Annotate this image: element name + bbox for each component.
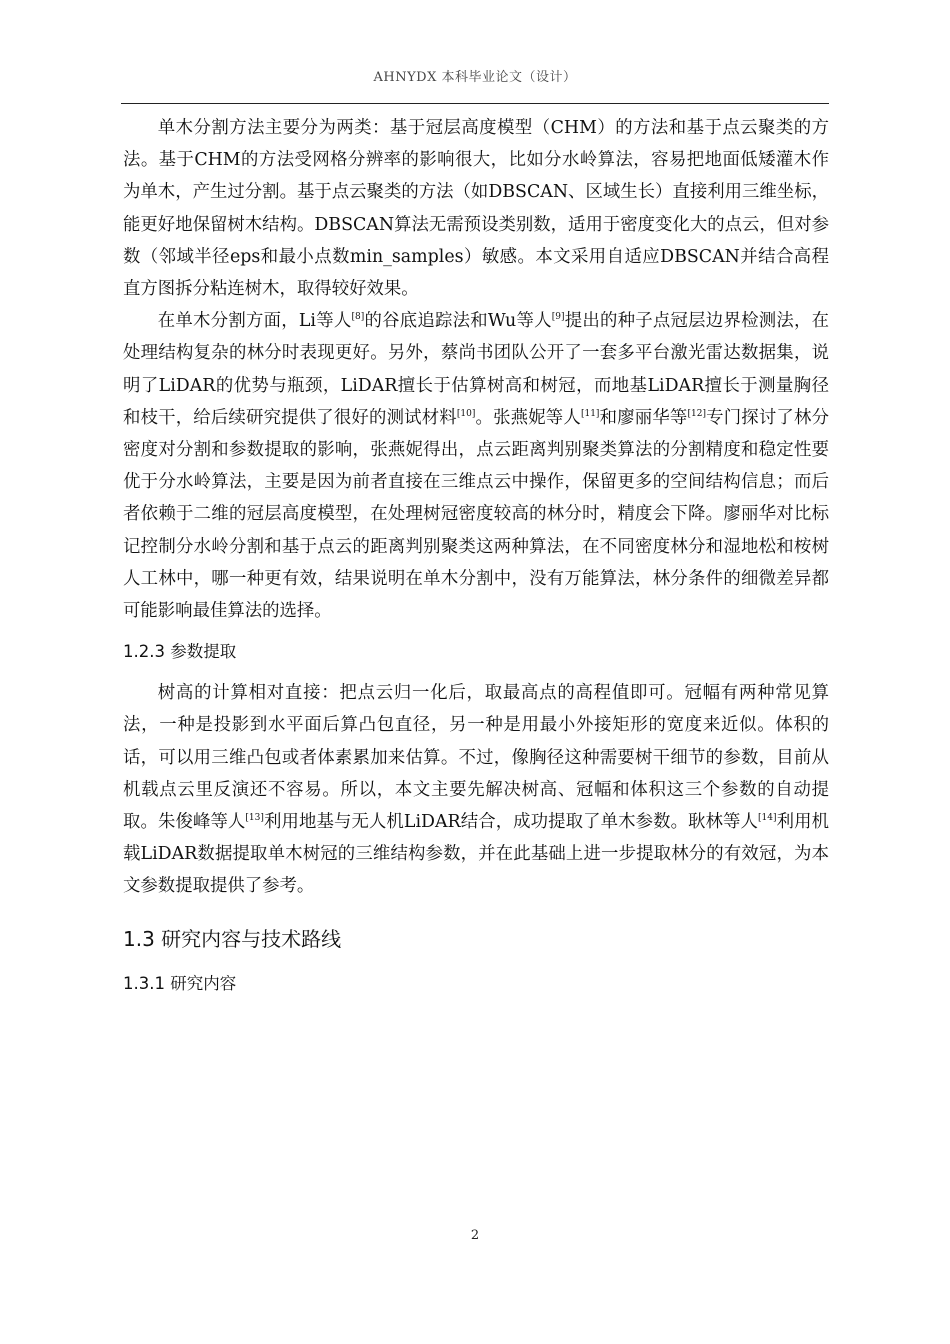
paragraph-segmentation-methods (123, 112, 829, 305)
header-divider (121, 103, 829, 104)
citation-ref: [14] (758, 812, 777, 823)
citation-ref: [9] (551, 312, 565, 323)
citation-ref: [13] (245, 812, 264, 823)
running-header: AHNYDX 本科毕业论文（设计） (373, 70, 577, 85)
text-run: 的谷底追踪法和Wu等人 (364, 311, 552, 332)
subsection-heading-research-content: 1.3.1 研究内容 (123, 973, 237, 993)
text-run: 提出的种子点冠层边界检测法，在处理结构复杂的林分时表现更好。另外，蔡尚书团队公开了一套多平台激光雷达数据集，说明了LiDAR的优势与瓶颈，LiDAR擅长于估算树高和树冠，而地基LiDAR擅长于测量胸径和枝干，给后续研究提供了很好的测试材料 (123, 311, 829, 428)
subsection-heading-parameter-extraction: 1.2.3 参数提取 (123, 642, 237, 662)
text-run: 专门探讨了林分密度对分割和参数提取的影响，张燕妮得出，点云距离判别聚类算法的分割精度和稳定性要优于分水岭算法，主要是因为前者直接在三维点云中操作，保留更多的空间结构信息；而后者依赖于二维的冠层高度模型，在处理树冠密度较高的林分时，精度会下降。廖丽华对比标记控制分水岭分割和基于点云的距离判别聚类这两种算法，在不同密度林分和湿地松和桉树人工林中，哪一种更有效，结果说明在单木分割中，没有万能算法，林分条件的细微差异都可能影响最佳算法的选择。 (123, 407, 829, 622)
paragraph-segmentation-studies (123, 305, 829, 627)
text-run: 在单木分割方面，Li等人 (157, 311, 352, 332)
text-run: 。张燕妮等人 (475, 407, 581, 428)
citation-ref: [10] (456, 408, 476, 419)
section-heading-research-content: 1.3 研究内容与技术路线 (123, 926, 342, 951)
page-number: 2 (470, 1228, 480, 1243)
citation-ref: [11] (580, 408, 600, 419)
page-body (123, 112, 829, 1009)
citation-ref: [8] (351, 312, 365, 323)
text-run: 利用机载LiDAR数据提取单木树冠的三维结构参数，并在此基础上进一步提取林分的有效冠，为本文参数提取提供了参考。 (123, 812, 829, 897)
text-run: 和廖丽华等 (599, 407, 688, 428)
citation-ref: [12] (687, 408, 706, 419)
text-run: 单木分割方法主要分为两类：基于冠层高度模型（CHM）的方法和基于点云聚类的方法。基于CHM的方法受网格分辨率的影响很大，比如分水岭算法，容易把地面低矮灌木作为单木，产生过分割。基于点云聚类的方法（如DBSCAN、区域生长）直接利用三维坐标，能更好地保留树木结构。DBSCAN算法无需预设类别数，适用于密度变化大的点云，但对参数（邻域半径eps和最小点数min_samples）敏感。本文采用自适应DBSCAN并结合高程直方图拆分粘连树木，取得较好效果。 (123, 118, 829, 300)
text-run: 树高的计算相对直接：把点云归一化后，取最高点的高程值即可。冠幅有两种常见算法，一种是投影到水平面后算凸包直径，另一种是用最小外接矩形的宽度来近似。体积的话，可以用三维凸包或者体素累加来估算。不过，像胸径这种需要树干细节的参数，目前从机载点云里反演还不容易。所以，本文主要先解决树高、冠幅和体积这三个参数的自动提取。朱俊峰等人 (123, 683, 829, 833)
text-run: 利用地基与无人机LiDAR结合，成功提取了单木参数。耿林等人 (263, 812, 759, 833)
paragraph-parameter-extraction (123, 677, 829, 902)
